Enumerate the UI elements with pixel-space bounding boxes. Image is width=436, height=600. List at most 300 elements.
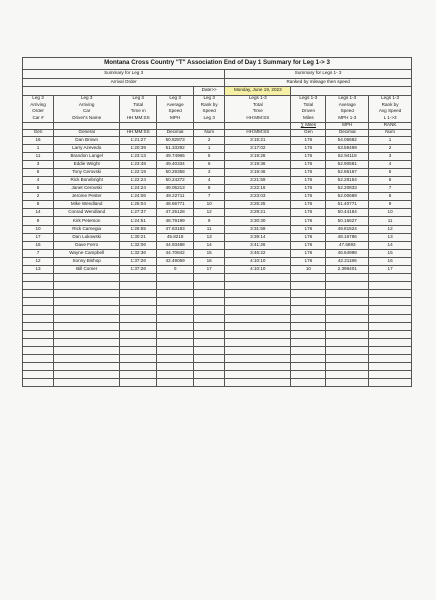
driver-name-cell: Dave Ferro <box>54 241 120 249</box>
table-cell: 45.8218 <box>157 233 194 241</box>
blank-cell <box>194 346 225 354</box>
blank-cell <box>291 290 326 298</box>
table-row <box>23 160 412 168</box>
table-cell: 50.29358 <box>157 168 194 176</box>
blank-cell <box>120 298 157 306</box>
column-header-cell: Total <box>291 102 326 109</box>
blank-cell <box>194 371 225 379</box>
table-row <box>23 241 412 249</box>
type-cell: HH:MM:SS <box>225 129 291 136</box>
blank-row <box>23 371 412 379</box>
blank-cell <box>23 379 54 387</box>
driver-name-cell: Conrad Wendland <box>54 209 120 217</box>
table-cell: 52.94118 <box>326 152 369 160</box>
column-header-cell: Total <box>225 102 291 109</box>
table-row <box>23 152 412 160</box>
blank-cell <box>369 330 412 338</box>
table-row <box>23 249 412 257</box>
table-cell: 2.398401 <box>326 266 369 274</box>
blank-cell <box>54 363 120 371</box>
column-header-cell: MPH <box>157 115 194 122</box>
table-cell: 1:22:19 <box>120 168 157 176</box>
table-cell: 176 <box>291 185 326 193</box>
blank-cell <box>326 363 369 371</box>
blank-cell <box>291 298 326 306</box>
table-cell: 50.82873 <box>157 136 194 144</box>
driver-name-cell: Wayne Campbell <box>54 249 120 257</box>
blank-cell <box>157 338 194 346</box>
blank-cell <box>157 346 194 354</box>
column-header-row <box>23 95 412 102</box>
table-cell: 2 <box>23 193 54 201</box>
table-cell: 42.49059 <box>157 257 194 265</box>
column-subheader-cell: MPH <box>326 122 369 129</box>
table-cell: 10 <box>291 266 326 274</box>
table-cell: 11 <box>23 152 54 160</box>
table-cell: 42.21186 <box>326 257 369 265</box>
table-cell: 1:24:51 <box>120 217 157 225</box>
blank-cell <box>157 290 194 298</box>
column-header-cell: Leg 3 <box>23 95 54 102</box>
blank-cell <box>54 338 120 346</box>
table-cell: 15 <box>23 241 54 249</box>
table-cell: 4:10:10 <box>225 266 291 274</box>
blank-cell <box>225 306 291 314</box>
blank-cell <box>291 87 412 96</box>
table-cell: 10 <box>194 201 225 209</box>
column-header-cell: Legs 1-3 <box>326 95 369 102</box>
table-row <box>23 217 412 225</box>
table-cell: 176 <box>291 193 326 201</box>
table-cell: 1:26:55 <box>120 225 157 233</box>
blank-cell <box>23 306 54 314</box>
blank-cell <box>326 298 369 306</box>
table-cell: 3:46:22 <box>225 249 291 257</box>
blank-cell <box>369 338 412 346</box>
table-cell: 1:37:26 <box>120 257 157 265</box>
table-cell: 17 <box>194 266 225 274</box>
blank-cell <box>23 363 54 371</box>
table-cell: 1:23:13 <box>120 152 157 160</box>
table-cell: 46.64998 <box>326 249 369 257</box>
blank-row <box>23 282 412 290</box>
right-order-heading: Ranked by mileage then speed <box>225 78 412 87</box>
table-cell: 1:37:26 <box>120 266 157 274</box>
blank-cell <box>225 371 291 379</box>
type-cell: Gen <box>291 129 326 136</box>
blank-cell <box>326 322 369 330</box>
blank-cell <box>225 355 291 363</box>
table-cell: 6 <box>194 160 225 168</box>
blank-cell <box>225 379 291 387</box>
driver-name-cell: Dan Brown <box>54 136 120 144</box>
table-cell: 47.25128 <box>157 209 194 217</box>
table-cell: 16 <box>23 136 54 144</box>
column-header-cell: Arriving <box>54 102 120 109</box>
table-cell: 14 <box>23 209 54 217</box>
blank-cell <box>54 282 120 290</box>
column-header-cell: L 1->3 <box>369 115 412 122</box>
table-cell: 44.70842 <box>157 249 194 257</box>
blank-cell <box>291 306 326 314</box>
blank-cell <box>23 371 54 379</box>
table-cell: 176 <box>291 176 326 184</box>
blank-cell <box>326 371 369 379</box>
driver-name-cell: Kirk Peterson <box>54 217 120 225</box>
column-header-cell: Order <box>23 109 54 116</box>
blank-cell <box>23 298 54 306</box>
blank-cell <box>369 355 412 363</box>
blank-cell <box>194 338 225 346</box>
table-cell: 1:23:48 <box>120 160 157 168</box>
table-cell: 3:17:02 <box>225 144 291 152</box>
table-cell: 3:19:36 <box>225 160 291 168</box>
column-subheader-cell: ∑ Miles <box>291 122 326 129</box>
table-cell: 11 <box>369 217 412 225</box>
blank-cell <box>225 338 291 346</box>
blank-cell <box>54 298 120 306</box>
blank-cell <box>157 330 194 338</box>
blank-cell <box>54 355 120 363</box>
table-cell: 13 <box>194 233 225 241</box>
column-header-cell: Leg 3 <box>194 95 225 102</box>
table-cell: 1 <box>23 144 54 152</box>
driver-name-cell: Mike Wendland <box>54 201 120 209</box>
blank-cell <box>23 290 54 298</box>
column-subheader-cell <box>120 122 157 129</box>
blank-cell <box>23 274 54 282</box>
blank-cell <box>369 322 412 330</box>
blank-cell <box>369 314 412 322</box>
table-cell: 50.24272 <box>157 176 194 184</box>
blank-row <box>23 314 412 322</box>
column-subheader-cell <box>194 122 225 129</box>
blank-cell <box>23 338 54 346</box>
table-cell: 1:30:21 <box>120 233 157 241</box>
blank-cell <box>157 322 194 330</box>
column-header-cell: Legs 1-3 <box>225 95 291 102</box>
right-summary-heading: Summary for Legs 1- 3 <box>225 70 412 79</box>
table-cell: 4 <box>194 176 225 184</box>
blank-cell <box>194 322 225 330</box>
driver-name-cell: Tony Cerovski <box>54 168 120 176</box>
table-cell: 1:27:37 <box>120 209 157 217</box>
blank-cell <box>120 338 157 346</box>
column-header-cell: MPH 1-3 <box>326 115 369 122</box>
table-cell: 14 <box>369 241 412 249</box>
driver-name-cell: Eddie Wright <box>54 160 120 168</box>
column-header-cell: Rank by <box>194 102 225 109</box>
table-cell: 8 <box>194 185 225 193</box>
column-header-cell: Car <box>54 109 120 116</box>
driver-name-cell: Janet Cerovski <box>54 185 120 193</box>
blank-cell <box>291 282 326 290</box>
table-cell: 54.05682 <box>326 136 369 144</box>
table-cell: 1:25:04 <box>120 201 157 209</box>
table-cell: 16 <box>194 257 225 265</box>
blank-cell <box>225 282 291 290</box>
table-cell: 12 <box>23 257 54 265</box>
blank-cell <box>291 338 326 346</box>
blank-cell <box>194 355 225 363</box>
table-cell: 14 <box>194 241 225 249</box>
table-cell: 3 <box>194 168 225 176</box>
table-cell: 13 <box>369 233 412 241</box>
blank-cell <box>157 298 194 306</box>
column-subheader-cell <box>157 122 194 129</box>
table-cell: 52.00689 <box>326 193 369 201</box>
blank-cell <box>120 290 157 298</box>
blank-cell <box>291 346 326 354</box>
table-cell: 48.16786 <box>326 233 369 241</box>
table-cell: 3:19:28 <box>225 152 291 160</box>
table-cell: 52.20833 <box>326 185 369 193</box>
table-cell: 6 <box>23 168 54 176</box>
table-row <box>23 257 412 265</box>
table-cell: 3:23:03 <box>225 193 291 201</box>
table-cell: 47.6893 <box>326 241 369 249</box>
blank-cell <box>326 290 369 298</box>
blank-cell <box>54 290 120 298</box>
column-header-cell: Speed <box>194 109 225 116</box>
table-cell: 6 <box>369 176 412 184</box>
blank-cell <box>194 290 225 298</box>
table-cell: 9 <box>23 217 54 225</box>
table-cell: 3:41:26 <box>225 241 291 249</box>
blank-cell <box>23 282 54 290</box>
blank-cell <box>194 314 225 322</box>
blank-cell <box>54 379 120 387</box>
column-subheader-cell: RANK <box>369 122 412 129</box>
table-cell: 3:30:30 <box>225 217 291 225</box>
column-header-cell: Total <box>120 102 157 109</box>
table-cell: 7 <box>194 193 225 201</box>
blank-cell <box>54 314 120 322</box>
blank-cell <box>194 274 225 282</box>
column-subheader-cell <box>225 122 291 129</box>
blank-cell <box>157 314 194 322</box>
table-cell: 1:32:36 <box>120 249 157 257</box>
table-cell: 176 <box>291 233 326 241</box>
summary-table <box>22 57 412 387</box>
blank-row <box>23 355 412 363</box>
table-cell: 1:32:06 <box>120 241 157 249</box>
blank-cell <box>120 363 157 371</box>
table-cell: 50.44184 <box>326 209 369 217</box>
blank-cell <box>291 322 326 330</box>
table-cell: 16 <box>369 257 412 265</box>
column-header-cell: Leg 3 <box>194 115 225 122</box>
column-header-cell: HH:MM:SS <box>120 115 157 122</box>
table-cell: 5 <box>369 168 412 176</box>
table-cell: 4 <box>23 176 54 184</box>
date-value: Monday, June 19, 2023 <box>225 87 291 96</box>
blank-cell <box>157 355 194 363</box>
blank-cell <box>369 298 412 306</box>
column-subheader-cell <box>23 122 54 129</box>
table-row <box>23 209 412 217</box>
table-cell: 52.86167 <box>326 168 369 176</box>
table-cell: 8 <box>23 201 54 209</box>
blank-cell <box>369 363 412 371</box>
driver-name-cell: Bill Comer <box>54 266 120 274</box>
blank-cell <box>291 314 326 322</box>
column-header-cell: Average <box>157 102 194 109</box>
blank-cell <box>120 314 157 322</box>
blank-row <box>23 338 412 346</box>
blank-cell <box>120 274 157 282</box>
blank-cell <box>157 274 194 282</box>
type-row <box>23 129 412 136</box>
table-cell: 1 <box>369 136 412 144</box>
table-cell: 15 <box>369 249 412 257</box>
table-cell: 3:22:16 <box>225 185 291 193</box>
column-header-cell: Leg 3 <box>157 95 194 102</box>
table-cell: 15 <box>194 249 225 257</box>
table-cell: 7 <box>23 249 54 257</box>
table-cell: 10 <box>23 225 54 233</box>
column-subheader-cell <box>54 122 120 129</box>
table-row <box>23 144 412 152</box>
table-cell: 3:29:21 <box>225 209 291 217</box>
driver-name-cell: Larry Azevedo <box>54 144 120 152</box>
blank-cell <box>54 322 120 330</box>
blank-cell <box>326 338 369 346</box>
table-cell: 53.59499 <box>326 144 369 152</box>
table-cell: 49.22711 <box>157 193 194 201</box>
column-header-cell: Car # <box>23 115 54 122</box>
blank-cell <box>120 355 157 363</box>
table-cell: 48.79199 <box>157 217 194 225</box>
blank-cell <box>54 306 120 314</box>
blank-cell <box>157 379 194 387</box>
blank-cell <box>194 379 225 387</box>
table-cell: 3:39:14 <box>225 233 291 241</box>
blank-row <box>23 322 412 330</box>
table-row <box>23 176 412 184</box>
table-cell: 176 <box>291 168 326 176</box>
table-row <box>23 233 412 241</box>
table-cell: 3:21:59 <box>225 176 291 184</box>
table-cell: 3:15:21 <box>225 136 291 144</box>
table-cell: 8 <box>369 193 412 201</box>
column-header-cell: Arriving <box>23 102 54 109</box>
table-cell: 176 <box>291 217 326 225</box>
blank-cell <box>54 274 120 282</box>
driver-name-cell: Jerome Pester <box>54 193 120 201</box>
table-cell: 3 <box>23 160 54 168</box>
column-header-cell: Average <box>326 102 369 109</box>
type-cell: Num <box>194 129 225 136</box>
column-header-cell: Speed <box>326 109 369 116</box>
blank-cell <box>291 274 326 282</box>
table-cell: 176 <box>291 209 326 217</box>
blank-cell <box>23 314 54 322</box>
blank-cell <box>225 274 291 282</box>
table-cell: 47.63183 <box>157 225 194 233</box>
blank-cell <box>225 290 291 298</box>
blank-cell <box>326 282 369 290</box>
blank-cell <box>326 346 369 354</box>
table-cell: 48.66771 <box>157 201 194 209</box>
blank-cell <box>369 306 412 314</box>
table-cell: 2 <box>194 136 225 144</box>
column-header-cell: Time in <box>120 109 157 116</box>
column-header-cell: Driver's Name <box>54 115 120 122</box>
blank-cell <box>157 371 194 379</box>
blank-cell <box>157 363 194 371</box>
table-cell: 176 <box>291 136 326 144</box>
table-cell: 1:21:27 <box>120 136 157 144</box>
column-header-cell: Avg Speed <box>369 109 412 116</box>
blank-cell <box>120 282 157 290</box>
table-row <box>23 193 412 201</box>
table-row <box>23 225 412 233</box>
blank-cell <box>326 314 369 322</box>
blank-cell <box>369 346 412 354</box>
type-cell: General <box>54 129 120 136</box>
table-cell: 176 <box>291 144 326 152</box>
table-cell: 1:24:06 <box>120 193 157 201</box>
blank-cell <box>157 306 194 314</box>
blank-cell <box>291 330 326 338</box>
column-subheader-row <box>23 122 412 129</box>
blank-row <box>23 363 412 371</box>
table-cell: 1:22:24 <box>120 176 157 184</box>
blank-cell <box>291 363 326 371</box>
blank-cell <box>157 282 194 290</box>
column-header-cell: Legs 1-3 <box>291 95 326 102</box>
table-cell: 12 <box>194 209 225 217</box>
table-cell: 176 <box>291 249 326 257</box>
blank-cell <box>23 346 54 354</box>
blank-cell <box>23 322 54 330</box>
sheet-title: Montana Cross Country "T" Association End of Day 1 Summary for Leg 1-> 3 <box>23 58 412 70</box>
column-header-cell: Driven <box>291 109 326 116</box>
table-row <box>23 168 412 176</box>
blank-cell <box>225 298 291 306</box>
table-cell: 1 <box>194 144 225 152</box>
column-header-cell: Time <box>225 109 291 116</box>
blank-cell <box>194 363 225 371</box>
date-label: Date>> <box>194 87 225 96</box>
table-row <box>23 201 412 209</box>
blank-cell <box>120 346 157 354</box>
blank-cell <box>120 371 157 379</box>
type-cell: Gen <box>23 129 54 136</box>
blank-cell <box>369 274 412 282</box>
blank-cell <box>291 371 326 379</box>
blank-cell <box>225 314 291 322</box>
column-header-cell: HH:MM:SS <box>225 115 291 122</box>
driver-name-cell: Brandon Langel <box>54 152 120 160</box>
column-header-cell: Leg 3 <box>54 95 120 102</box>
table-cell: 17 <box>23 233 54 241</box>
driver-name-cell: Rick Bonebright <box>54 176 120 184</box>
blank-cell <box>194 282 225 290</box>
blank-row <box>23 379 412 387</box>
blank-cell <box>291 355 326 363</box>
left-summary-heading: Summary for Leg 3 <box>23 70 225 79</box>
blank-cell <box>369 282 412 290</box>
table-cell: 4:10:10 <box>225 257 291 265</box>
blank-cell <box>225 363 291 371</box>
blank-cell <box>369 290 412 298</box>
table-cell: 51.33292 <box>157 144 194 152</box>
table-cell: 2 <box>369 144 412 152</box>
column-header-cell: Leg 3 <box>120 95 157 102</box>
left-order-heading: Arrival Order <box>23 78 225 87</box>
